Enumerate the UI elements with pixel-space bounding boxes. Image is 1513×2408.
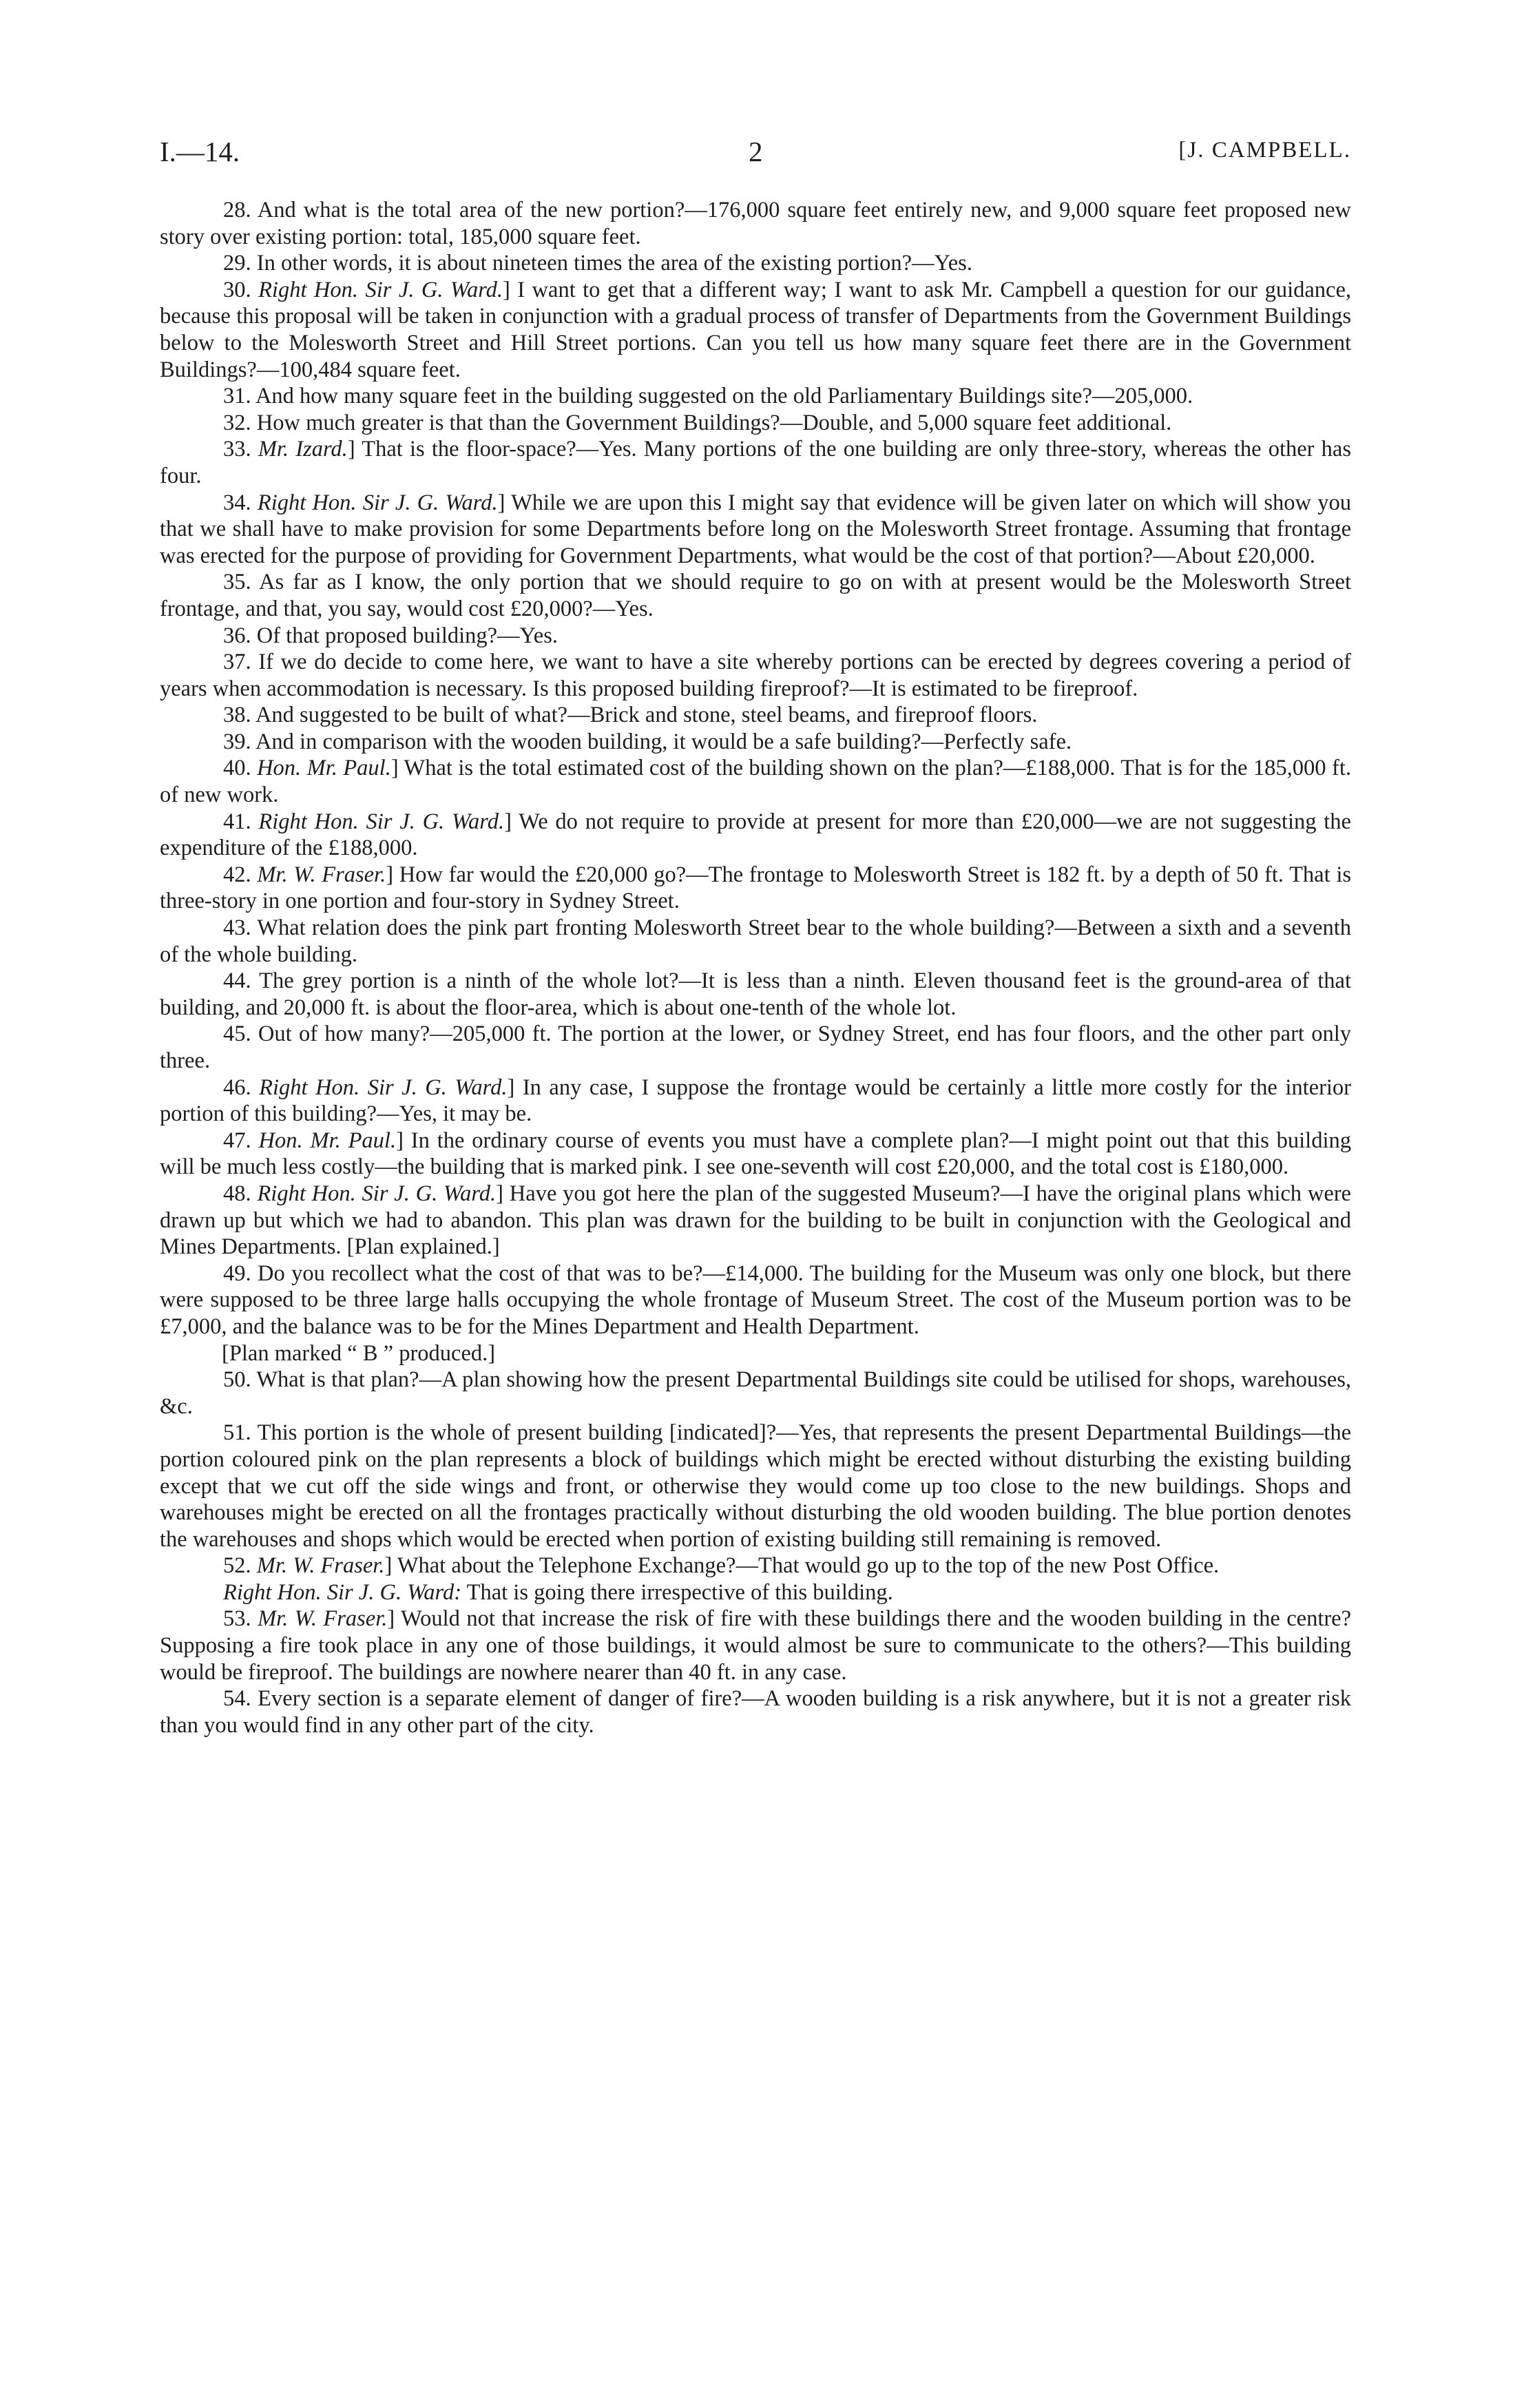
paragraph-41: 41. Right Hon. Sir J. G. Ward.] We do not require to provide at present for more than £20,000—we are not suggesting the expenditure of the £188,000. <box>160 809 1351 861</box>
paragraph-38: 38. And suggested to be built of what?—Brick and stone, steel beams, and fireproof floors. <box>223 703 1038 728</box>
speaker-name: Mr. W. Fraser. <box>258 1606 388 1632</box>
speaker-name: Hon. Mr. Paul. <box>258 1128 397 1153</box>
question-number: 46. <box>223 1075 251 1100</box>
question-number: 42. <box>223 862 251 887</box>
paragraph-29: 29. In other words, it is about nineteen times the area of the existing portion?—Yes. <box>223 251 972 276</box>
paragraph-45: 45. Out of how many?—205,000 ft. The portion at the lower, or Sydney Street, end has four floors, and the other part only three. <box>160 1021 1351 1073</box>
paragraph-42: 42. Mr. W. Fraser.] How far would the £20,000 go?—The frontage to Molesworth Street is 182 ft. by a depth of 50 ft. That is three-story in one portion and four-story in Sydney Street. <box>160 862 1352 914</box>
question-number: 48. <box>223 1181 251 1206</box>
page-header <box>160 135 1351 176</box>
paragraph-50: 50. What is that plan?—A plan showing how the present Departmental Buildings site could be utilised for shops, warehouses, &c. <box>160 1367 1351 1419</box>
speaker-name: Right Hon. Sir J. G. Ward. <box>257 1181 497 1206</box>
paragraph-33: 33. Mr. Izard.] That is the floor-space?—Yes. Many portions of the one building are only three-story, whereas the other has four. <box>160 437 1352 488</box>
evidence-body <box>160 197 1351 1738</box>
speaker-name: Right Hon. Sir J. G. Ward: <box>223 1579 462 1605</box>
question-number: 33. <box>223 437 251 462</box>
speaker-name: Right Hon. Sir J. G. Ward. <box>258 809 505 834</box>
speaker-name: Right Hon. Sir J. G. Ward. <box>259 1075 508 1100</box>
question-number: 41. <box>223 809 251 834</box>
paragraph-54: 54. Every section is a separate element of danger of fire?—A wooden building is a risk anywhere, but it is not a greater risk than you would find in any other part of the city. <box>160 1686 1351 1738</box>
paragraph-37: 37. If we do decide to come here, we want to have a site whereby portions can be erected by degrees covering a period of years when accommodation is necessary. Is this proposed building fireproof?—It is estimated to be fireproof. <box>160 650 1351 701</box>
paragraph-46: 46. Right Hon. Sir J. G. Ward.] In any case, I suppose the frontage would be certainly a little more costly for the interior portion of this building?—Yes, it may be. <box>160 1075 1351 1127</box>
paragraph-49: 49. Do you recollect what the cost of that was to be?—£14,000. The building for the Museum was only one block, but there were supposed to be three large halls occupying the whole frontage of Museum Street. The cost of the Museum portion was to be £7,000, and the balance was to be for the Mines Department and Health Department. <box>160 1260 1351 1339</box>
question-number: 40. <box>223 756 251 781</box>
question-number: 52. <box>223 1553 251 1579</box>
paragraph-39: 39. And in comparison with the wooden building, it would be a safe building?—Perfectly safe. <box>223 729 1072 754</box>
speaker-name: Mr. Izard. <box>258 437 348 462</box>
speaker-name: Hon. Mr. Paul. <box>257 756 391 781</box>
report-code: I.—14. <box>160 136 240 167</box>
question-number: 53. <box>223 1606 251 1632</box>
speaker-name: Right Hon. Sir J. G. Ward. <box>258 277 503 302</box>
paragraph-52: 52. Mr. W. Fraser.] What about the Telephone Exchange?—That would go up to the top of the new Post Office. <box>223 1553 1220 1579</box>
question-number: 34. <box>223 490 251 515</box>
paragraph-53: 53. Mr. W. Fraser.] Would not that increase the risk of fire with these buildings there and the wooden building in the centre? Supposing a fire took place in any one of those buildings, it would almost be sure to communicate to the others?—This building would be fireproof. The buildings are nowhere nearer than 40 ft. in any case. <box>160 1606 1352 1685</box>
paragraph-28: 28. And what is the total area of the new portion?—176,000 square feet entirely new, and 9,000 square feet proposed new story over existing portion: total, 185,000 square feet. <box>160 198 1351 249</box>
paragraph-34: 34. Right Hon. Sir J. G. Ward.] While we are upon this I might say that evidence will be given later on which will show you that we shall have to make provision for some Departments before long on the Molesworth Street frontage. Assuming that frontage was erected for the purpose of providing for Government Departments, what would be the cost of that portion?—About £20,000. <box>160 490 1351 568</box>
speaker-name: Right Hon. Sir J. G. Ward. <box>257 490 498 515</box>
page-number: 2 <box>749 136 763 167</box>
question-number: 30. <box>223 277 251 302</box>
paragraph-31: 31. And how many square feet in the building suggested on the old Parliamentary Buildings site?—205,000. <box>223 384 1193 409</box>
paragraph-48: 48. Right Hon. Sir J. G. Ward.] Have you got here the plan of the suggested Museum?—I have the original plans which were drawn up but which we had to abandon. This plan was drawn for the building to be built in conjunction with the Geological and Mines Departments. [Plan explained.] <box>160 1181 1351 1260</box>
question-number: 47. <box>223 1128 251 1153</box>
plan-marked-note: [Plan marked “ B ” produced.] <box>222 1340 496 1366</box>
witness-name: [J. CAMPBELL. <box>1178 138 1351 163</box>
paragraph-40: 40. Hon. Mr. Paul.] What is the total estimated cost of the building shown on the plan?—£188,000. That is for the 185,000 ft. of new work. <box>160 756 1351 808</box>
paragraph-43: 43. What relation does the pink part fronting Molesworth Street bear to the whole building?—Between a sixth and a seventh of the whole building. <box>160 915 1351 967</box>
ward-remark: Right Hon. Sir J. G. Ward: That is going there irrespective of this building. <box>223 1579 893 1605</box>
paragraph-51: 51. This portion is the whole of present building [indicated]?—Yes, that represents the present Departmental Buildings—the portion coloured pink on the plan represents a block of buildings which might be erected without disturbing the existing building except that we cut off the side wings and front, or otherwise they would come up too close to the new buildings. Shops and warehouses might be erected on all the frontages practically without disturbing the old wooden building. The blue portion denotes the warehouses and shops which would be erected when portion of existing building still remaining is removed. <box>160 1420 1351 1552</box>
paragraph-44: 44. The grey portion is a ninth of the whole lot?—It is less than a ninth. Eleven thousand feet is the ground-area of that building, and 20,000 ft. is about the floor-area, which is about one-tenth of the whole lot. <box>160 968 1351 1020</box>
paragraph-35: 35. As far as I know, the only portion that we should require to go on with at present would be the Molesworth Street frontage, and that, you say, would cost £20,000?—Yes. <box>160 570 1351 621</box>
paragraph-30: 30. Right Hon. Sir J. G. Ward.] I want to get that a different way; I want to ask Mr. Campbell a question for our guidance, because this proposal will be taken in conjunction with a gradual process of transfer of Departments from the Government Buildings below to the Molesworth Street and Hill Street portions. Can you tell us how many square feet there are in the Government Buildings?—100,484 square feet. <box>160 277 1351 382</box>
speaker-name: Mr. W. Fraser. <box>256 1553 385 1579</box>
paragraph-36: 36. Of that proposed building?—Yes. <box>223 623 558 648</box>
paragraph-32: 32. How much greater is that than the Government Buildings?—Double, and 5,000 square feet additional. <box>223 410 1172 435</box>
paragraph-47: 47. Hon. Mr. Paul.] In the ordinary course of events you must have a complete plan?—I might point out that this building will be much less costly—the building that is marked pink. I see one-seventh will cost £20,000, and the total cost is £180,000. <box>160 1128 1351 1180</box>
speaker-name: Mr. W. Fraser. <box>257 862 386 887</box>
